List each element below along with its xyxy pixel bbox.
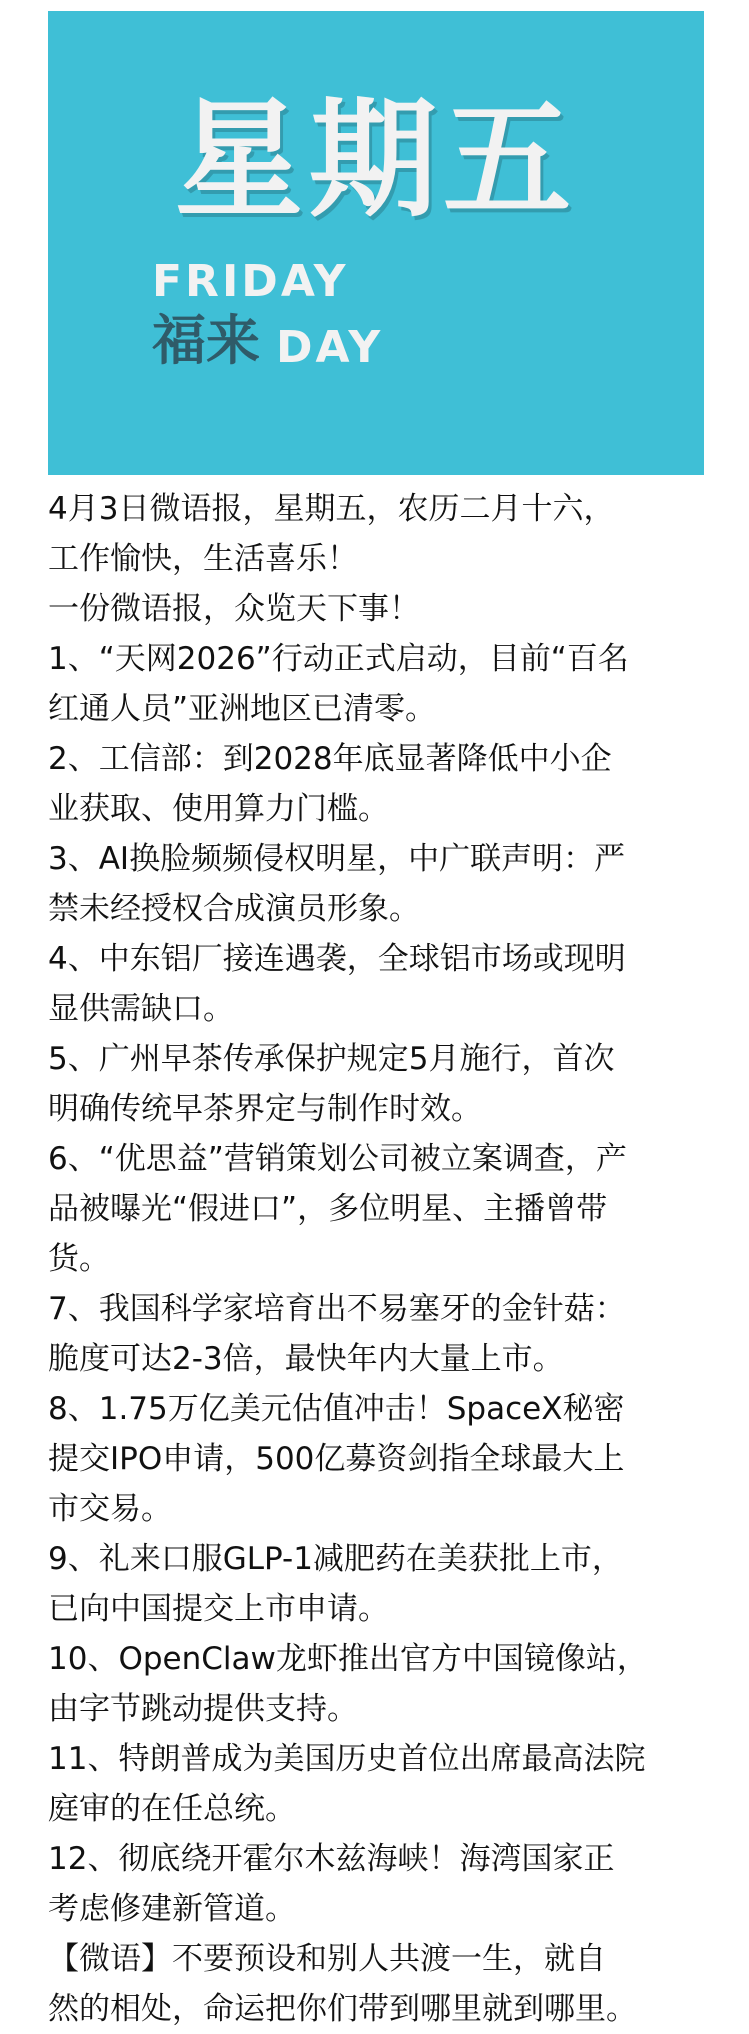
article-line: 3、AI换脸频频侵权明星，中广联声明：严 [48, 841, 626, 877]
article-line: 9、礼来口服GLP-1减肥药在美获批上市， [48, 1541, 623, 1577]
article-line: 7、我国科学家培育出不易塞牙的金针菇： [48, 1291, 626, 1327]
article-line: 品被曝光“假进口”，多位明星、主播曾带 [48, 1191, 608, 1227]
friday-banner-image [48, 11, 704, 475]
article-line: 庭审的在任总统。 [48, 1791, 296, 1827]
banner-fulai-text: 福来 [152, 309, 260, 372]
article-line: 【微语】不要预设和别人共渡一生，就自 [48, 1941, 606, 1977]
article-line: 市交易。 [48, 1491, 172, 1527]
article-line: 已向中国提交上市申请。 [48, 1591, 389, 1627]
banner-title: 星期五 [174, 86, 577, 235]
article-line: 8、1.75万亿美元估值冲击！SpaceX秘密 [48, 1391, 625, 1427]
article-line: 货。 [48, 1241, 110, 1277]
article-line: 脆度可达2-3倍，最快年内大量上市。 [48, 1341, 564, 1377]
article-line: 考虑修建新管道。 [48, 1891, 296, 1927]
article-line: 然的相处，命运把你们带到哪里就到哪里。 [48, 1991, 637, 2027]
article-line: 1、“天网2026”行动正式启动，目前“百名 [48, 641, 629, 677]
article-line: 由字节跳动提供支持。 [48, 1691, 358, 1727]
article-line: 5、广州早茶传承保护规定5月施行，首次 [48, 1041, 615, 1077]
article-line: 11、特朗普成为美国历史首位出席最高法院 [48, 1741, 646, 1777]
article-line: 2、工信部：到2028年底显著降低中小企 [48, 741, 612, 777]
article-line: 4月3日微语报，星期五，农历二月十六， [48, 491, 615, 527]
article-line: 10、OpenClaw龙虾推出官方中国镜像站， [48, 1641, 648, 1677]
banner-day-text: DAY [276, 322, 384, 373]
news-article [48, 484, 706, 2034]
article-line: 明确传统早茶界定与制作时效。 [48, 1091, 482, 1127]
banner-friday-text: FRIDAY [152, 256, 349, 307]
article-line: 一份微语报，众览天下事！ [48, 591, 420, 627]
article-line: 显供需缺口。 [48, 991, 234, 1027]
article-line: 禁未经授权合成演员形象。 [48, 891, 420, 927]
article-line: 12、彻底绕开霍尔木兹海峡！海湾国家正 [48, 1841, 615, 1877]
article-line: 红通人员”亚洲地区已清零。 [48, 691, 437, 727]
article-line: 4、中东铝厂接连遇袭，全球铝市场或现明 [48, 941, 626, 977]
article-line: 业获取、使用算力门槛。 [48, 791, 389, 827]
article-line: 6、“优思益”营销策划公司被立案调查，产 [48, 1141, 627, 1177]
article-line: 提交IPO申请，500亿募资剑指全球最大上 [48, 1441, 625, 1477]
article-line: 工作愉快，生活喜乐！ [48, 541, 358, 577]
